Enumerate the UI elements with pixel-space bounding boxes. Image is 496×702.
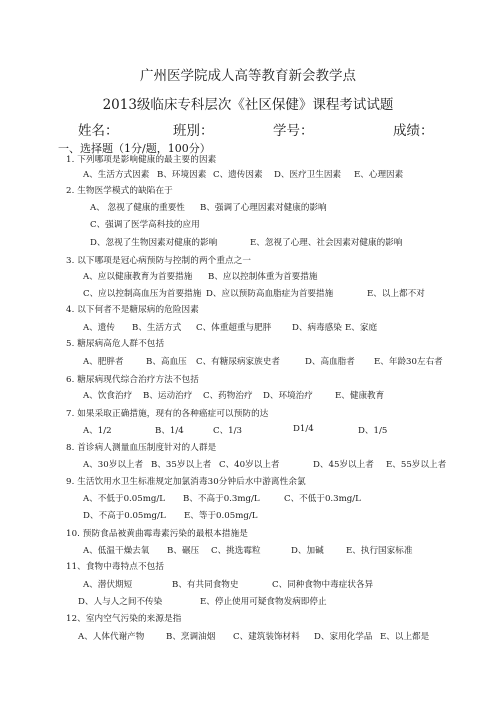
question-6-option-c: C、药物治疗 <box>203 391 253 401</box>
question-3-stem: 3. 以下哪项是冠心病预防与控制的两个重点之一 <box>66 256 252 266</box>
question-6-option-e: E、健康教育 <box>335 391 385 401</box>
question-12-option-b: B、烹调油烟 <box>166 632 216 642</box>
question-11-option-e: E、停止使用可疑食物发病即停止 <box>200 597 327 607</box>
question-12-option-c: C、建筑装饰材料 <box>233 632 300 642</box>
question-5-option-c: C、有糖尿病家族史者 <box>196 357 280 367</box>
question-8-stem: 8. 首诊病人测量血压制度针对的人群是 <box>66 443 217 453</box>
question-12-option-e: E、以上都是 <box>380 632 430 642</box>
question-9-option-e: E、等于0.05mg/L <box>184 511 258 521</box>
question-6-option-b: B、运动治疗 <box>143 391 193 401</box>
question-7-option-c: C、1/3 <box>213 426 242 436</box>
exam-title: 2013级临床专科层次《社区保健》课程考试试题 <box>102 97 394 113</box>
question-1-stem: 1. 下列哪项是影响健康的最主要的因素 <box>66 155 217 165</box>
question-2-stem: 2. 生物医学模式的缺陷在于 <box>66 186 173 196</box>
question-4-option-c: C、体重超重与肥胖 <box>196 323 272 333</box>
question-5-option-e: E、年龄30左右者 <box>374 357 443 367</box>
class-label: 班別： <box>173 123 214 139</box>
student-info-line <box>78 119 478 137</box>
question-3-option-a: A、应以健康教育为首要措施 <box>83 272 193 282</box>
question-7-option-e: D、1/5 <box>358 426 388 436</box>
question-7-option-b: B、1/4 <box>155 426 184 436</box>
question-12-stem: 12、室内空气污染的来源是指 <box>66 614 182 624</box>
question-1-option-b: B、环境因素 <box>157 170 207 180</box>
question-4-option-d: D、病毒感染 <box>292 323 342 333</box>
question-5-option-a: A、肥胖者 <box>83 357 124 367</box>
question-9-option-b: B、不高于0.3mg/L <box>183 494 260 504</box>
question-6-option-d: D、环境治疗 <box>263 391 313 401</box>
question-9-option-a: A、不低于0.05mg/L <box>83 494 165 504</box>
question-7-stem: 7. 如果采取正确措施，现有的各种癌症可以预防的达 <box>66 409 269 419</box>
question-2-option-e: E、忽视了心理、社会因素对健康的影响 <box>250 238 403 248</box>
question-10-option-a: A、低温干燥去氧 <box>83 546 150 556</box>
student-id-label: 学号： <box>273 123 314 139</box>
institution-title: 广州医学院成人高等教育新会教学点 <box>140 68 356 84</box>
question-1-option-e: E、心理因素 <box>354 170 404 180</box>
question-9-option-d: D、不高于0.05mg/L <box>83 511 166 521</box>
question-12-option-d: D、家用化学品 <box>314 632 373 642</box>
question-4-stem: 4. 以下何者不是糖尿病的危险因素 <box>66 305 199 315</box>
question-3-option-b: B、应以控制体重为首要措施 <box>208 272 318 282</box>
question-11-option-b: B、有共同食物史 <box>172 580 239 590</box>
score-label: 成绩： <box>393 123 434 139</box>
question-1-option-a: A、生活方式因素 <box>83 170 150 180</box>
question-10-option-e: E、执行国家标准 <box>346 546 413 556</box>
question-4-option-a: A、遗传 <box>83 323 115 333</box>
question-3-option-d: D、应以预防高血脂症为首要措施 <box>206 289 334 299</box>
question-7-option-d: D1/4 <box>293 424 314 434</box>
question-10-stem: 10. 预防食品被黄曲霉毒素污染的最根本措施是 <box>66 529 248 539</box>
question-10-option-b: B、碾压 <box>167 546 200 556</box>
question-4-option-e: E、家庭 <box>345 323 378 333</box>
question-3-option-e: E、以上都不对 <box>367 289 425 299</box>
question-6-stem: 6. 糖尿病现代综合治疗方法不包括 <box>66 375 199 385</box>
question-8-option-a: A、30岁以上者 <box>83 460 144 470</box>
question-5-stem: 5. 糖尿病高危人群不包括 <box>66 339 165 349</box>
question-11-option-d: D、人与人之间不传染 <box>78 597 163 607</box>
question-8-option-e: E、55岁以上者 <box>386 460 447 470</box>
question-2-option-d: D、忽视了生物因素对健康的影响 <box>90 238 218 248</box>
question-3-option-c: C、应以控制高血压为首要措施 <box>83 289 202 299</box>
question-5-option-d: D、高血脂者 <box>305 357 355 367</box>
name-label: 姓名： <box>78 123 119 139</box>
question-7-option-a: A、1/2 <box>83 426 112 436</box>
question-8-option-c: C、40岁以上者 <box>219 460 280 470</box>
question-1-option-c: C、遗传因素 <box>213 170 263 180</box>
section-title: 一、选择题（1分/题，100分） <box>58 142 211 155</box>
question-12-option-a: A、人体代谢产物 <box>78 632 145 642</box>
question-1-option-d: D、医疗卫生因素 <box>274 170 342 180</box>
question-9-stem: 9. 生活饮用水卫生标准规定加氯消毒30分钟后水中游离性余氯 <box>66 477 306 487</box>
question-2-option-b: B、强调了心理因素对健康的影响 <box>200 203 327 213</box>
question-11-option-c: C、同种食物中毒症状各异 <box>272 580 374 590</box>
question-8-option-d: D、45岁以上者 <box>313 460 374 470</box>
question-9-option-c: C、不低于0.3mg/L <box>284 494 361 504</box>
question-4-option-b: B、生活方式 <box>132 323 182 333</box>
question-2-option-c: C、强调了医学高科技的应用 <box>90 220 200 230</box>
question-8-option-b: B、35岁以上者 <box>151 460 212 470</box>
question-11-stem: 11、食物中毒特点不包括 <box>66 562 165 572</box>
question-6-option-a: A、饮食治疗 <box>83 391 133 401</box>
question-10-option-c: C、挑选霉粒 <box>211 546 261 556</box>
question-11-option-a: A、潜伏期短 <box>83 580 133 590</box>
question-2-option-a: A、 忽视了健康的重要性 <box>90 203 185 213</box>
question-5-option-b: B、高血压 <box>146 357 187 367</box>
question-10-option-d: D、加碱 <box>291 546 324 556</box>
